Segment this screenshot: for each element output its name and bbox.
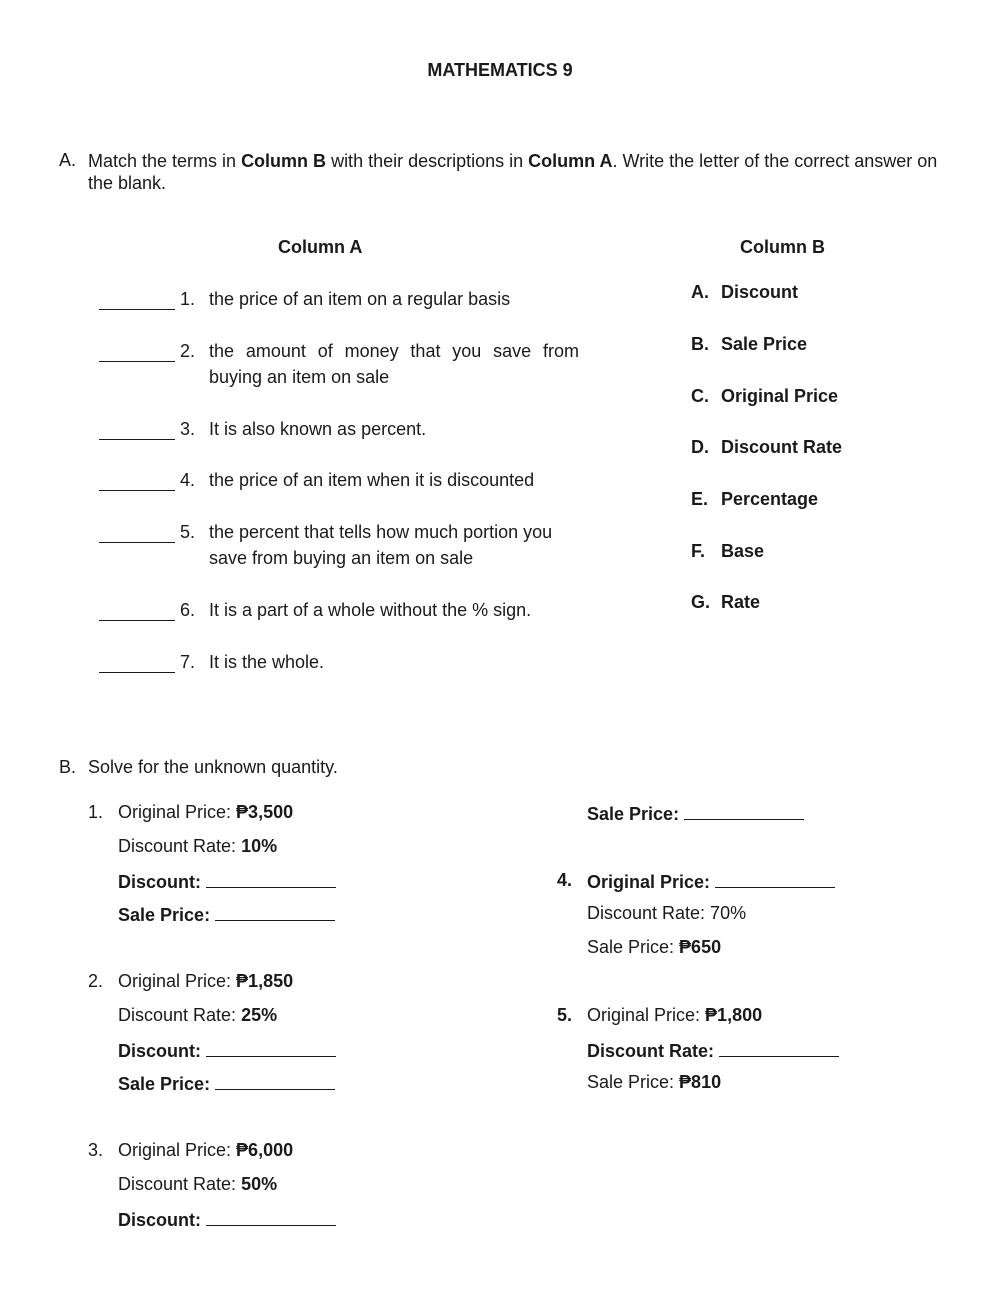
item-description-1: the price of an item on a regular basis	[209, 289, 511, 309]
answer-blank-1[interactable]	[99, 293, 175, 310]
sale-price-field: Sale Price:	[587, 802, 804, 825]
item-description-5: the percent that tells how much portion you save from buying an item on sale	[209, 522, 553, 568]
discount-rate-blank[interactable]	[719, 1039, 839, 1057]
choice-letter: E.	[691, 489, 709, 509]
problem-number: 2.	[88, 971, 104, 991]
item-description-7: It is the whole.	[209, 652, 325, 672]
item-number: 3.	[180, 419, 196, 439]
choice-original-price: Original Price	[721, 386, 839, 406]
part-a-instruction: Match the terms in Column B with their descriptions in Column A. Write the letter of the correct answer on the blank.	[88, 151, 938, 193]
choice-rate: Rate	[721, 592, 761, 612]
discount-rate: Discount Rate: 25%	[118, 1005, 278, 1025]
choice-letter: B.	[691, 334, 709, 354]
item-description-3: It is also known as percent.	[209, 419, 427, 439]
sale-price-field: Sale Price:	[118, 1072, 335, 1095]
choice-sale-price: Sale Price	[721, 334, 808, 354]
part-a-letter: A.	[59, 150, 77, 170]
problem-number: 4.	[557, 870, 573, 890]
item-number: 4.	[180, 470, 196, 490]
answer-blank-6[interactable]	[99, 604, 175, 621]
original-price: Original Price: ₱1,850	[118, 971, 294, 991]
choice-letter: F.	[691, 541, 706, 561]
item-description-6: It is a part of a whole without the % sign.	[209, 600, 532, 620]
item-number: 2.	[180, 341, 196, 361]
column-b-header: Column B	[740, 237, 825, 257]
choice-discount-rate: Discount Rate	[721, 437, 843, 457]
choice-base: Base	[721, 541, 765, 561]
part-b-letter: B.	[59, 757, 77, 777]
discount-field: Discount:	[118, 1039, 336, 1062]
answer-blank-5[interactable]	[99, 526, 175, 543]
original-price: Original Price: ₱1,800	[587, 1005, 763, 1025]
discount-rate-field: Discount Rate:	[587, 1039, 839, 1062]
part-b-instruction: Solve for the unknown quantity.	[88, 757, 338, 777]
item-number: 6.	[180, 600, 196, 620]
item-description-2: the amount of money that you save from buying an item on sale	[209, 341, 579, 387]
discount-blank[interactable]	[206, 870, 336, 888]
sale-price: Sale Price: ₱810	[587, 1072, 722, 1092]
page-title: MATHEMATICS 9	[427, 60, 573, 80]
original-price-field: Original Price:	[587, 870, 835, 893]
discount-field: Discount:	[118, 870, 336, 893]
problem-number: 5.	[557, 1005, 573, 1025]
sale-price-blank[interactable]	[215, 1072, 335, 1090]
sale-price-field: Sale Price:	[118, 903, 335, 926]
problem-number: 1.	[88, 802, 104, 822]
choice-letter: C.	[691, 386, 709, 406]
discount-blank[interactable]	[206, 1208, 336, 1226]
problem-number: 3.	[88, 1140, 104, 1160]
discount-field: Discount:	[118, 1208, 336, 1231]
discount-blank[interactable]	[206, 1039, 336, 1057]
sale-price-blank[interactable]	[684, 802, 804, 820]
answer-blank-2[interactable]	[99, 345, 175, 362]
item-description-4: the price of an item when it is discounted	[209, 470, 535, 490]
choice-letter: D.	[691, 437, 709, 457]
discount-rate: Discount Rate: 10%	[118, 836, 278, 856]
sale-price-blank[interactable]	[215, 903, 335, 921]
item-number: 1.	[180, 289, 196, 309]
choice-percentage: Percentage	[721, 489, 819, 509]
discount-rate: Discount Rate: 50%	[118, 1174, 278, 1194]
original-price: Original Price: ₱6,000	[118, 1140, 294, 1160]
answer-blank-4[interactable]	[99, 474, 175, 491]
answer-blank-3[interactable]	[99, 423, 175, 440]
column-a-header: Column A	[278, 237, 363, 257]
original-price: Original Price: ₱3,500	[118, 802, 294, 822]
discount-rate: Discount Rate: 70%	[587, 903, 747, 923]
choice-letter: G.	[691, 592, 711, 612]
original-price-blank[interactable]	[715, 870, 835, 888]
item-number: 5.	[180, 522, 196, 542]
sale-price: Sale Price: ₱650	[587, 937, 722, 957]
choice-letter: A.	[691, 282, 709, 302]
answer-blank-7[interactable]	[99, 656, 175, 673]
item-number: 7.	[180, 652, 196, 672]
choice-discount: Discount	[721, 282, 799, 302]
